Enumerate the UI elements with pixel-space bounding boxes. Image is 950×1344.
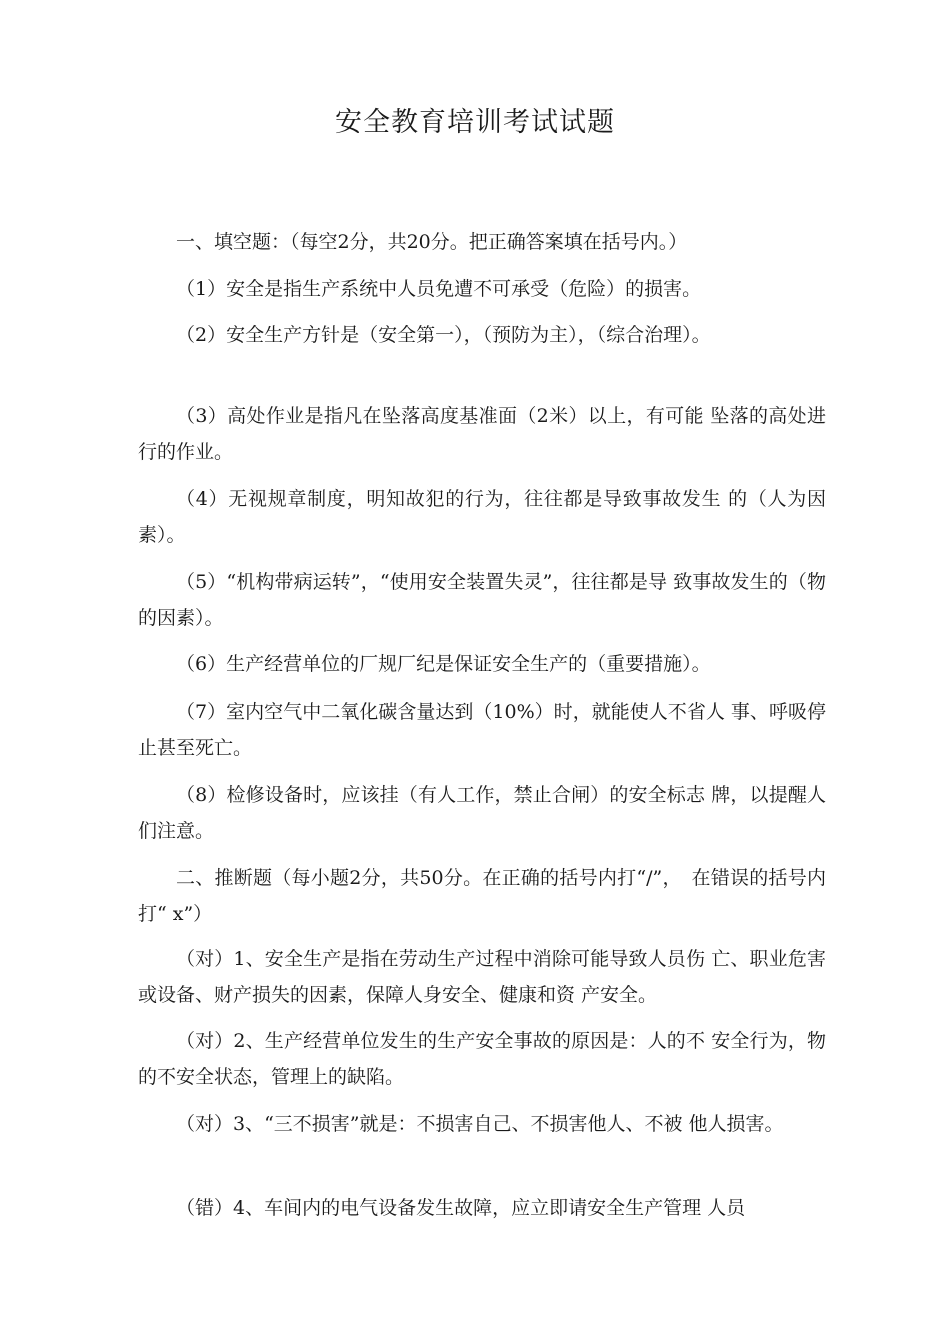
fill-item-7: （7）室内空气中二氧化碳含量达到（10%）时，就能使人不省人 事、呼吸停止甚至死亡。 <box>138 701 826 759</box>
fill-item-8: （8）检修设备时，应该挂（有人工作，禁止合闸）的安全标志 牌，以提醒人们注意。 <box>138 784 826 842</box>
fill-item-1: （1）安全是指生产系统中人员免遭不可承受（危险）的损害。 <box>176 278 702 300</box>
fill-item-4: （4）无视规章制度，明知故犯的行为，往往都是导致事故发生 的（人为因素）。 <box>138 488 826 546</box>
fill-item-2: （2）安全生产方针是（安全第一），（预防为主），（综合治理）。 <box>176 324 711 346</box>
document-title: 安全教育培训考试试题 <box>335 107 615 138</box>
section-2-heading: 二、推断题（每小题2分，共50分。在正确的括号内打“/”， 在错误的括号内打“ x”） <box>138 867 826 925</box>
judge-item-1: （对）1、安全生产是指在劳动生产过程中消除可能导致人员伤 亡、职业危害或设备、财产损失的因素，保障人身安全、健康和资 产安全。 <box>138 948 826 1006</box>
fill-item-3: （3）高处作业是指凡在坠落高度基准面（2米）以上，有可能 坠落的高处进行的作业。 <box>138 405 826 463</box>
section-1-heading: 一、填空题：（每空2分，共20分。把正确答案填在括号内。） <box>176 231 688 253</box>
judge-item-3: （对）3、“三不损害”就是：不损害自己、不损害他人、不被 他人损害。 <box>176 1113 784 1135</box>
judge-item-2: （对）2、生产经营单位发生的生产安全事故的原因是：人的不 安全行为，物的不安全状态，管理上的缺陷。 <box>138 1030 826 1088</box>
fill-item-5: （5）“机构带病运转”，“使用安全装置失灵”，往往都是导 致事故发生的（物的因素）。 <box>138 571 826 629</box>
fill-item-6: （6）生产经营单位的厂规厂纪是保证安全生产的（重要措施）。 <box>176 653 711 675</box>
judge-item-4: （错）4、车间内的电气设备发生故障，应立即请安全生产管理 人员 <box>176 1197 746 1219</box>
